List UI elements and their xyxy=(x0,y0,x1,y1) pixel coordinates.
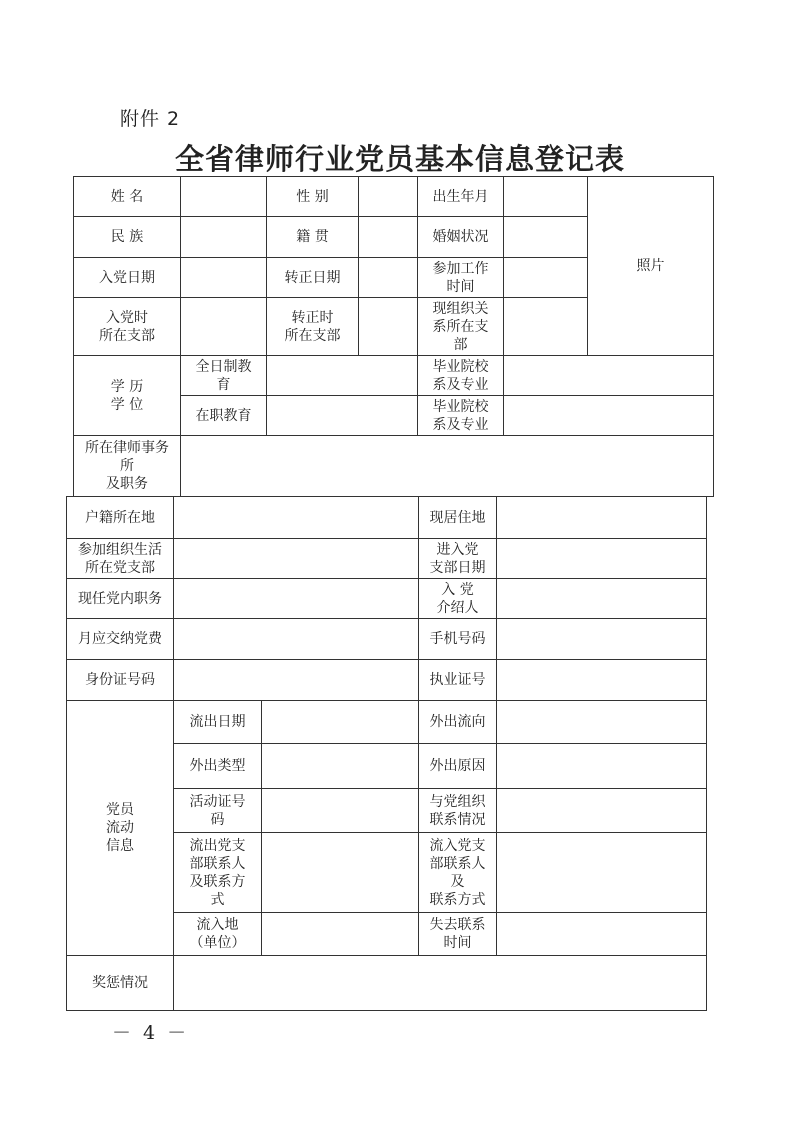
party-duty-label: 现任党内职务 xyxy=(67,579,174,619)
in-branch-contact-label: 流入党支 部联系人 及 联系方式 xyxy=(419,833,497,913)
law-firm-field[interactable] xyxy=(181,436,714,497)
fulltime-education-field[interactable] xyxy=(267,356,418,396)
out-type-field[interactable] xyxy=(262,744,419,789)
birth-field[interactable] xyxy=(504,177,588,217)
license-field[interactable] xyxy=(497,660,707,701)
introducer-label: 入 党 介绍人 xyxy=(419,579,497,619)
fulltime-education-label: 全日制教 育 xyxy=(181,356,267,396)
id-number-field[interactable] xyxy=(174,660,419,701)
in-place-label: 流入地 （单位） xyxy=(174,913,262,956)
native-place-field[interactable] xyxy=(359,217,418,258)
fulltime-school-label: 毕业院校 系及专业 xyxy=(418,356,504,396)
awards-field[interactable] xyxy=(174,956,707,1011)
regular-date-label: 转正日期 xyxy=(267,258,359,298)
work-start-label: 参加工作 时间 xyxy=(418,258,504,298)
marital-label: 婚姻状况 xyxy=(418,217,504,258)
inservice-school-field[interactable] xyxy=(504,396,714,436)
out-date-field[interactable] xyxy=(262,701,419,744)
phone-label: 手机号码 xyxy=(419,619,497,660)
hukou-label: 户籍所在地 xyxy=(67,497,174,539)
inservice-education-field[interactable] xyxy=(267,396,418,436)
lost-contact-field[interactable] xyxy=(497,913,707,956)
out-destination-field[interactable] xyxy=(497,701,707,744)
out-reason-label: 外出原因 xyxy=(419,744,497,789)
in-place-field[interactable] xyxy=(262,913,419,956)
join-branch-label: 入党时 所在支部 xyxy=(74,298,181,356)
org-life-field[interactable] xyxy=(174,539,419,579)
out-date-label: 流出日期 xyxy=(174,701,262,744)
inservice-education-label: 在职教育 xyxy=(181,396,267,436)
party-fee-field[interactable] xyxy=(174,619,419,660)
attachment-label: 附件 2 xyxy=(120,108,181,130)
birth-label: 出生年月 xyxy=(418,177,504,217)
activity-cert-field[interactable] xyxy=(262,789,419,833)
page-number: － 4 － xyxy=(112,1022,190,1044)
regular-branch-label: 转正时 所在支部 xyxy=(267,298,359,356)
out-branch-contact-label: 流出党支 部联系人 及联系方 式 xyxy=(174,833,262,913)
photo-label: 照片 xyxy=(636,258,665,274)
enter-branch-date-label: 进入党 支部日期 xyxy=(419,539,497,579)
out-branch-contact-field[interactable] xyxy=(262,833,419,913)
gender-field[interactable] xyxy=(359,177,418,217)
join-date-label: 入党日期 xyxy=(74,258,181,298)
gender-label: 性 别 xyxy=(267,177,359,217)
awards-label: 奖惩情况 xyxy=(67,956,174,1011)
hukou-field[interactable] xyxy=(174,497,419,539)
party-duty-field[interactable] xyxy=(174,579,419,619)
residence-label: 现居住地 xyxy=(419,497,497,539)
photo-cell[interactable] xyxy=(588,177,714,356)
org-life-label: 参加组织生活 所在党支部 xyxy=(67,539,174,579)
id-number-label: 身份证号码 xyxy=(67,660,174,701)
current-relation-field[interactable] xyxy=(504,298,588,356)
join-branch-field[interactable] xyxy=(181,298,267,356)
law-firm-label: 所在律师事务 所 及职务 xyxy=(74,436,181,497)
name-label: 姓 名 xyxy=(74,177,181,217)
regular-branch-field[interactable] xyxy=(359,298,418,356)
out-destination-label: 外出流向 xyxy=(419,701,497,744)
introducer-field[interactable] xyxy=(497,579,707,619)
education-label: 学 历 学 位 xyxy=(74,356,181,436)
regular-date-field[interactable] xyxy=(359,258,418,298)
license-label: 执业证号 xyxy=(419,660,497,701)
enter-branch-date-field[interactable] xyxy=(497,539,707,579)
out-type-label: 外出类型 xyxy=(174,744,262,789)
ethnicity-label: 民 族 xyxy=(74,217,181,258)
out-reason-field[interactable] xyxy=(497,744,707,789)
ethnicity-field[interactable] xyxy=(181,217,267,258)
activity-cert-label: 活动证号 码 xyxy=(174,789,262,833)
work-start-field[interactable] xyxy=(504,258,588,298)
fulltime-school-field[interactable] xyxy=(504,356,714,396)
mobility-label: 党员 流动 信息 xyxy=(67,701,174,956)
registration-table-bottom xyxy=(66,496,707,1011)
lost-contact-label: 失去联系 时间 xyxy=(419,913,497,956)
in-branch-contact-field[interactable] xyxy=(497,833,707,913)
name-field[interactable] xyxy=(181,177,267,217)
inservice-school-label: 毕业院校 系及专业 xyxy=(418,396,504,436)
org-contact-field[interactable] xyxy=(497,789,707,833)
party-fee-label: 月应交纳党费 xyxy=(67,619,174,660)
residence-field[interactable] xyxy=(497,497,707,539)
native-place-label: 籍 贯 xyxy=(267,217,359,258)
org-contact-label: 与党组织 联系情况 xyxy=(419,789,497,833)
form-title: 全省律师行业党员基本信息登记表 xyxy=(174,142,625,176)
join-date-field[interactable] xyxy=(181,258,267,298)
phone-field[interactable] xyxy=(497,619,707,660)
registration-table-top xyxy=(73,176,714,497)
marital-field[interactable] xyxy=(504,217,588,258)
current-relation-label: 现组织关 系所在支 部 xyxy=(418,298,504,356)
